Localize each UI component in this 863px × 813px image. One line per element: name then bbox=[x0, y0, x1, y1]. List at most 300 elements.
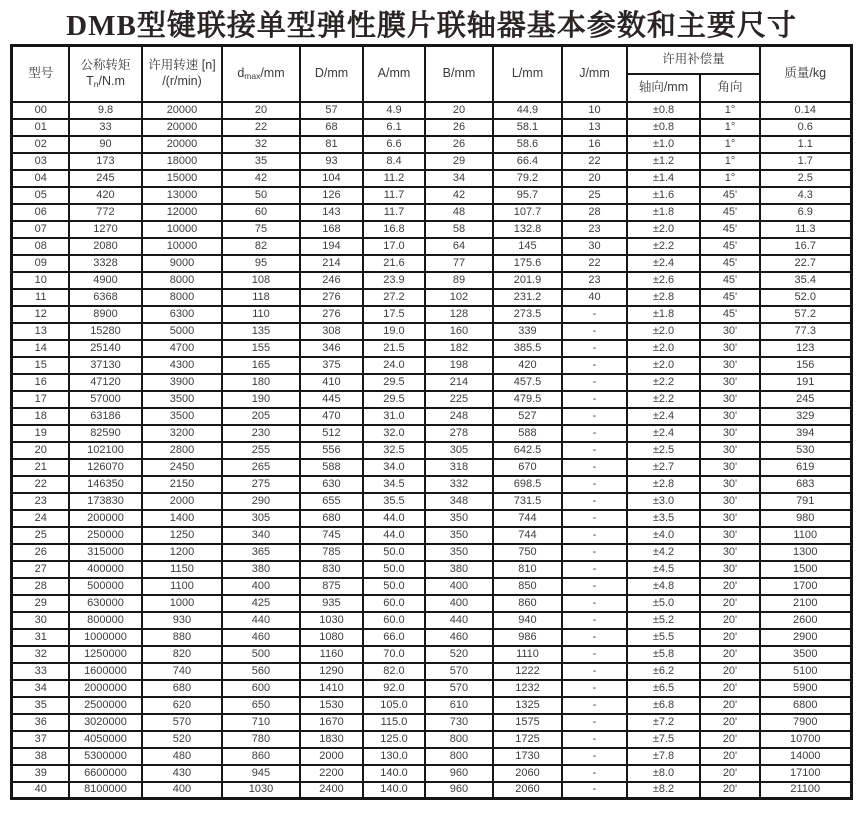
table-cell: 1730 bbox=[493, 748, 562, 765]
table-cell: 425 bbox=[222, 595, 300, 612]
page-title: DMB型键联接单型弹性膜片联轴器基本参数和主要尺寸 bbox=[66, 10, 797, 42]
table-cell: 145 bbox=[493, 238, 562, 255]
table-cell: ±2.4 bbox=[627, 255, 700, 272]
table-cell: - bbox=[562, 680, 627, 697]
table-cell: 33 bbox=[69, 119, 142, 136]
table-row bbox=[12, 561, 851, 578]
table-cell: 570 bbox=[425, 663, 493, 680]
table-cell: 3328 bbox=[69, 255, 142, 272]
table-cell: 570 bbox=[425, 680, 493, 697]
table-cell: 32.5 bbox=[363, 442, 425, 459]
table-cell: 2200 bbox=[300, 765, 363, 782]
table-cell: 2600 bbox=[760, 612, 851, 629]
table-cell: 10700 bbox=[760, 731, 851, 748]
table-cell: ±4.2 bbox=[627, 544, 700, 561]
table-cell: 33 bbox=[12, 663, 69, 680]
table-cell: 52.0 bbox=[760, 289, 851, 306]
table-cell: 95 bbox=[222, 255, 300, 272]
table-cell: 350 bbox=[425, 527, 493, 544]
table-cell: 26 bbox=[12, 544, 69, 561]
table-cell: 57 bbox=[300, 102, 363, 119]
table-cell: ±5.0 bbox=[627, 595, 700, 612]
table-cell: 2100 bbox=[760, 595, 851, 612]
table-cell: 107.7 bbox=[493, 204, 562, 221]
table-cell: - bbox=[562, 646, 627, 663]
table-row bbox=[12, 391, 851, 408]
table-cell: 29.5 bbox=[363, 374, 425, 391]
table-cell: 06 bbox=[12, 204, 69, 221]
table-row bbox=[12, 340, 851, 357]
table-cell: 173 bbox=[69, 153, 142, 170]
table-cell: - bbox=[562, 323, 627, 340]
table-cell: 457.5 bbox=[493, 374, 562, 391]
table-cell: 1° bbox=[700, 102, 760, 119]
table-cell: - bbox=[562, 476, 627, 493]
L-label: L/mm bbox=[511, 65, 544, 80]
table-cell: 128 bbox=[425, 306, 493, 323]
col-header-A bbox=[363, 46, 425, 102]
table-cell: 1410 bbox=[300, 680, 363, 697]
table-cell: 30 bbox=[562, 238, 627, 255]
table-cell: 30' bbox=[700, 510, 760, 527]
table-cell: 8100000 bbox=[69, 782, 142, 799]
table-cell: 1° bbox=[700, 119, 760, 136]
table-cell: 20' bbox=[700, 731, 760, 748]
table-cell: 20' bbox=[700, 612, 760, 629]
table-cell: 173830 bbox=[69, 493, 142, 510]
table-cell: 3900 bbox=[142, 374, 222, 391]
table-cell: 115.0 bbox=[363, 714, 425, 731]
table-cell: 50.0 bbox=[363, 544, 425, 561]
col-header-axial bbox=[627, 74, 700, 102]
table-cell: 940 bbox=[493, 612, 562, 629]
table-cell: 135 bbox=[222, 323, 300, 340]
table-cell: 3020000 bbox=[69, 714, 142, 731]
table-cell: ±3.5 bbox=[627, 510, 700, 527]
table-cell: 265 bbox=[222, 459, 300, 476]
table-row bbox=[12, 357, 851, 374]
table-cell: 214 bbox=[300, 255, 363, 272]
table-cell: 1030 bbox=[300, 612, 363, 629]
table-cell: - bbox=[562, 561, 627, 578]
table-cell: 17.5 bbox=[363, 306, 425, 323]
table-row bbox=[12, 697, 851, 714]
table-cell: 1000 bbox=[142, 595, 222, 612]
table-cell: 165 bbox=[222, 357, 300, 374]
table-cell: ±2.7 bbox=[627, 459, 700, 476]
table-cell: ±7.2 bbox=[627, 714, 700, 731]
table-cell: 570 bbox=[142, 714, 222, 731]
table-cell: 95.7 bbox=[493, 187, 562, 204]
table-cell: 2150 bbox=[142, 476, 222, 493]
table-cell: 50.0 bbox=[363, 561, 425, 578]
table-row bbox=[12, 731, 851, 748]
table-cell: 4050000 bbox=[69, 731, 142, 748]
table-cell: 6.1 bbox=[363, 119, 425, 136]
table-cell: 16.8 bbox=[363, 221, 425, 238]
table-cell: ±2.2 bbox=[627, 391, 700, 408]
table-cell: 29 bbox=[425, 153, 493, 170]
table-cell: - bbox=[562, 612, 627, 629]
table-cell: 1110 bbox=[493, 646, 562, 663]
table-cell: 28 bbox=[562, 204, 627, 221]
table-cell: 527 bbox=[493, 408, 562, 425]
table-cell: 57.2 bbox=[760, 306, 851, 323]
table-cell: - bbox=[562, 578, 627, 595]
table-cell: 31 bbox=[12, 629, 69, 646]
table-cell: 6300 bbox=[142, 306, 222, 323]
table-cell: 273.5 bbox=[493, 306, 562, 323]
table-cell: 198 bbox=[425, 357, 493, 374]
table-cell: 45' bbox=[700, 272, 760, 289]
table-cell: 2080 bbox=[69, 238, 142, 255]
table-cell: 619 bbox=[760, 459, 851, 476]
table-row bbox=[12, 323, 851, 340]
table-cell: 980 bbox=[760, 510, 851, 527]
table-cell: 04 bbox=[12, 170, 69, 187]
col-header-mass bbox=[760, 46, 851, 102]
table-cell: 245 bbox=[69, 170, 142, 187]
table-cell: 500000 bbox=[69, 578, 142, 595]
table-cell: 1200 bbox=[142, 544, 222, 561]
table-cell: 34 bbox=[425, 170, 493, 187]
table-cell: 34 bbox=[12, 680, 69, 697]
table-cell: 20' bbox=[700, 578, 760, 595]
table-cell: 740 bbox=[142, 663, 222, 680]
table-cell: 3500 bbox=[760, 646, 851, 663]
table-cell: 880 bbox=[142, 629, 222, 646]
table-cell: 4.9 bbox=[363, 102, 425, 119]
table-cell: 2400 bbox=[300, 782, 363, 799]
table-cell: 730 bbox=[425, 714, 493, 731]
table-cell: 8.4 bbox=[363, 153, 425, 170]
table-cell: 860 bbox=[222, 748, 300, 765]
table-row bbox=[12, 136, 851, 153]
table-cell: 108 bbox=[222, 272, 300, 289]
table-cell: 20000 bbox=[142, 119, 222, 136]
table-cell: 93 bbox=[300, 153, 363, 170]
table-cell: 11 bbox=[12, 289, 69, 306]
table-cell: 1100 bbox=[760, 527, 851, 544]
table-cell: ±5.2 bbox=[627, 612, 700, 629]
table-cell: 13000 bbox=[142, 187, 222, 204]
table-cell: 1.7 bbox=[760, 153, 851, 170]
table-cell: 19 bbox=[12, 425, 69, 442]
table-cell: 75 bbox=[222, 221, 300, 238]
parameters-table bbox=[10, 44, 852, 800]
table-cell: 66.4 bbox=[493, 153, 562, 170]
table-row bbox=[12, 510, 851, 527]
table-cell: 520 bbox=[142, 731, 222, 748]
table-cell: 160 bbox=[425, 323, 493, 340]
table-cell: 11.3 bbox=[760, 221, 851, 238]
table-cell: 698.5 bbox=[493, 476, 562, 493]
table-cell: 20' bbox=[700, 629, 760, 646]
table-cell: 680 bbox=[300, 510, 363, 527]
table-cell: 35.5 bbox=[363, 493, 425, 510]
table-cell: 21 bbox=[12, 459, 69, 476]
table-cell: 20' bbox=[700, 680, 760, 697]
table-cell: ±6.2 bbox=[627, 663, 700, 680]
table-cell: 820 bbox=[142, 646, 222, 663]
table-cell: 250000 bbox=[69, 527, 142, 544]
table-cell: 38 bbox=[12, 748, 69, 765]
table-row bbox=[12, 748, 851, 765]
table-body bbox=[12, 102, 851, 799]
table-cell: 810 bbox=[493, 561, 562, 578]
table-cell: 16 bbox=[12, 374, 69, 391]
table-cell: 960 bbox=[425, 765, 493, 782]
table-cell: 348 bbox=[425, 493, 493, 510]
table-cell: 110 bbox=[222, 306, 300, 323]
angular-label: 角向 bbox=[717, 79, 743, 94]
table-cell: 12000 bbox=[142, 204, 222, 221]
table-row bbox=[12, 612, 851, 629]
table-cell: 20' bbox=[700, 765, 760, 782]
table-cell: 77.3 bbox=[760, 323, 851, 340]
table-cell: 34.0 bbox=[363, 459, 425, 476]
table-cell: 22 bbox=[562, 153, 627, 170]
table-cell: 230 bbox=[222, 425, 300, 442]
table-cell: - bbox=[562, 340, 627, 357]
table-cell: 21.6 bbox=[363, 255, 425, 272]
table-cell: ±2.0 bbox=[627, 221, 700, 238]
table-cell: 750 bbox=[493, 544, 562, 561]
table-cell: 60 bbox=[222, 204, 300, 221]
table-cell: 102100 bbox=[69, 442, 142, 459]
table-cell: 650 bbox=[222, 697, 300, 714]
table-cell: 156 bbox=[760, 357, 851, 374]
table-row bbox=[12, 493, 851, 510]
table-cell: 1325 bbox=[493, 697, 562, 714]
table-cell: 30' bbox=[700, 374, 760, 391]
table-header bbox=[12, 46, 851, 102]
table-cell: 63186 bbox=[69, 408, 142, 425]
table-cell: 13 bbox=[562, 119, 627, 136]
table-cell: 385.5 bbox=[493, 340, 562, 357]
table-cell: 32.0 bbox=[363, 425, 425, 442]
table-cell: 18000 bbox=[142, 153, 222, 170]
table-cell: 182 bbox=[425, 340, 493, 357]
table-cell: 2060 bbox=[493, 765, 562, 782]
table-cell: 07 bbox=[12, 221, 69, 238]
table-cell: 32 bbox=[12, 646, 69, 663]
table-cell: 205 bbox=[222, 408, 300, 425]
table-cell: ±4.8 bbox=[627, 578, 700, 595]
table-row bbox=[12, 476, 851, 493]
table-row bbox=[12, 425, 851, 442]
col-header-B bbox=[425, 46, 493, 102]
table-cell: 0.14 bbox=[760, 102, 851, 119]
table-cell: ±2.8 bbox=[627, 289, 700, 306]
table-cell: ±2.6 bbox=[627, 272, 700, 289]
table-cell: ±2.0 bbox=[627, 323, 700, 340]
table-cell: ±4.5 bbox=[627, 561, 700, 578]
table-cell: 4700 bbox=[142, 340, 222, 357]
table-cell: 346 bbox=[300, 340, 363, 357]
col-header-D bbox=[300, 46, 363, 102]
table-cell: 45' bbox=[700, 221, 760, 238]
table-cell: 10000 bbox=[142, 238, 222, 255]
table-cell: 400 bbox=[425, 578, 493, 595]
table-cell: 680 bbox=[142, 680, 222, 697]
table-cell: - bbox=[562, 374, 627, 391]
table-cell: 2800 bbox=[142, 442, 222, 459]
table-cell: 82.0 bbox=[363, 663, 425, 680]
table-cell: 132.8 bbox=[493, 221, 562, 238]
table-cell: 30' bbox=[700, 442, 760, 459]
table-cell: 400 bbox=[425, 595, 493, 612]
table-cell: 480 bbox=[142, 748, 222, 765]
table-cell: 460 bbox=[425, 629, 493, 646]
table-cell: ±7.5 bbox=[627, 731, 700, 748]
table-cell: 2000 bbox=[142, 493, 222, 510]
table-cell: 90 bbox=[69, 136, 142, 153]
table-row bbox=[12, 663, 851, 680]
axial-label: 轴向/mm bbox=[638, 79, 689, 94]
table-cell: 8000 bbox=[142, 272, 222, 289]
table-cell: 1670 bbox=[300, 714, 363, 731]
table-cell: 329 bbox=[760, 408, 851, 425]
table-cell: 20' bbox=[700, 748, 760, 765]
table-cell: ±7.8 bbox=[627, 748, 700, 765]
table-cell: 0.6 bbox=[760, 119, 851, 136]
table-cell: 6800 bbox=[760, 697, 851, 714]
table-cell: 03 bbox=[12, 153, 69, 170]
table-row bbox=[12, 306, 851, 323]
table-cell: ±6.5 bbox=[627, 680, 700, 697]
table-cell: 400 bbox=[222, 578, 300, 595]
A-label: A/mm bbox=[377, 65, 411, 80]
table-cell: 6368 bbox=[69, 289, 142, 306]
table-cell: 14000 bbox=[760, 748, 851, 765]
table-cell: 275 bbox=[222, 476, 300, 493]
table-cell: 82590 bbox=[69, 425, 142, 442]
table-row bbox=[12, 255, 851, 272]
table-cell: 10 bbox=[12, 272, 69, 289]
table-cell: - bbox=[562, 459, 627, 476]
table-cell: 140.0 bbox=[363, 765, 425, 782]
table-cell: 350 bbox=[425, 510, 493, 527]
table-cell: 875 bbox=[300, 578, 363, 595]
table-cell: 123 bbox=[760, 340, 851, 357]
table-cell: 1270 bbox=[69, 221, 142, 238]
table-cell: 19.0 bbox=[363, 323, 425, 340]
table-cell: 175.6 bbox=[493, 255, 562, 272]
table-cell: 05 bbox=[12, 187, 69, 204]
table-cell: 64 bbox=[425, 238, 493, 255]
table-cell: 588 bbox=[300, 459, 363, 476]
col-header-L bbox=[493, 46, 562, 102]
table-cell: 45' bbox=[700, 238, 760, 255]
table-cell: 530 bbox=[760, 442, 851, 459]
table-row bbox=[12, 578, 851, 595]
col-header-compensation-group bbox=[627, 46, 760, 74]
table-cell: 4.3 bbox=[760, 187, 851, 204]
table-cell: 89 bbox=[425, 272, 493, 289]
table-cell: 9.8 bbox=[69, 102, 142, 119]
table-cell: 191 bbox=[760, 374, 851, 391]
table-cell: ±8.2 bbox=[627, 782, 700, 799]
table-cell: 34.5 bbox=[363, 476, 425, 493]
table-cell: 81 bbox=[300, 136, 363, 153]
table-cell: 1150 bbox=[142, 561, 222, 578]
table-cell: 1.1 bbox=[760, 136, 851, 153]
table-cell: 305 bbox=[425, 442, 493, 459]
table-cell: - bbox=[562, 306, 627, 323]
table-row bbox=[12, 204, 851, 221]
table-cell: 58.1 bbox=[493, 119, 562, 136]
table-cell: 290 bbox=[222, 493, 300, 510]
table-cell: ±5.8 bbox=[627, 646, 700, 663]
table-cell: - bbox=[562, 765, 627, 782]
table-cell: - bbox=[562, 748, 627, 765]
table-cell: 146350 bbox=[69, 476, 142, 493]
table-cell: 45' bbox=[700, 255, 760, 272]
table-cell: 5000 bbox=[142, 323, 222, 340]
table-cell: 60.0 bbox=[363, 595, 425, 612]
table-cell: 246 bbox=[300, 272, 363, 289]
table-cell: - bbox=[562, 425, 627, 442]
table-row bbox=[12, 527, 851, 544]
table-cell: 20' bbox=[700, 663, 760, 680]
table-cell: 6.9 bbox=[760, 204, 851, 221]
table-cell: 410 bbox=[300, 374, 363, 391]
table-cell: ±2.8 bbox=[627, 476, 700, 493]
table-cell: 23 bbox=[562, 221, 627, 238]
table-cell: 50.0 bbox=[363, 578, 425, 595]
table-cell: 30' bbox=[700, 357, 760, 374]
table-cell: 58 bbox=[425, 221, 493, 238]
table-cell: 22 bbox=[12, 476, 69, 493]
torque-label-line1: 公称转矩 bbox=[80, 58, 131, 73]
table-cell: 375 bbox=[300, 357, 363, 374]
table-cell: 24.0 bbox=[363, 357, 425, 374]
table-cell: 66.0 bbox=[363, 629, 425, 646]
table-row bbox=[12, 272, 851, 289]
table-cell: 445 bbox=[300, 391, 363, 408]
table-cell: 30 bbox=[12, 612, 69, 629]
table-cell: 200000 bbox=[69, 510, 142, 527]
table-cell: 479.5 bbox=[493, 391, 562, 408]
table-cell: 16 bbox=[562, 136, 627, 153]
table-cell: 830 bbox=[300, 561, 363, 578]
table-cell: 2000 bbox=[300, 748, 363, 765]
speed-label-line2: /(r/min) bbox=[162, 73, 202, 88]
table-cell: 30' bbox=[700, 493, 760, 510]
table-cell: - bbox=[562, 629, 627, 646]
table-cell: 17.0 bbox=[363, 238, 425, 255]
table-cell: 30' bbox=[700, 544, 760, 561]
table-cell: 780 bbox=[222, 731, 300, 748]
table-cell: 339 bbox=[493, 323, 562, 340]
table-cell: 102 bbox=[425, 289, 493, 306]
table-cell: 560 bbox=[222, 663, 300, 680]
table-cell: - bbox=[562, 663, 627, 680]
table-cell: 1250000 bbox=[69, 646, 142, 663]
table-cell: 5300000 bbox=[69, 748, 142, 765]
table-cell: 308 bbox=[300, 323, 363, 340]
table-cell: 30' bbox=[700, 425, 760, 442]
table-cell: 20 bbox=[425, 102, 493, 119]
table-cell: 4300 bbox=[142, 357, 222, 374]
table-cell: 460 bbox=[222, 629, 300, 646]
table-cell: - bbox=[562, 408, 627, 425]
table-cell: 26 bbox=[425, 136, 493, 153]
table-cell: 58.6 bbox=[493, 136, 562, 153]
table-cell: 130.0 bbox=[363, 748, 425, 765]
table-cell: - bbox=[562, 357, 627, 374]
